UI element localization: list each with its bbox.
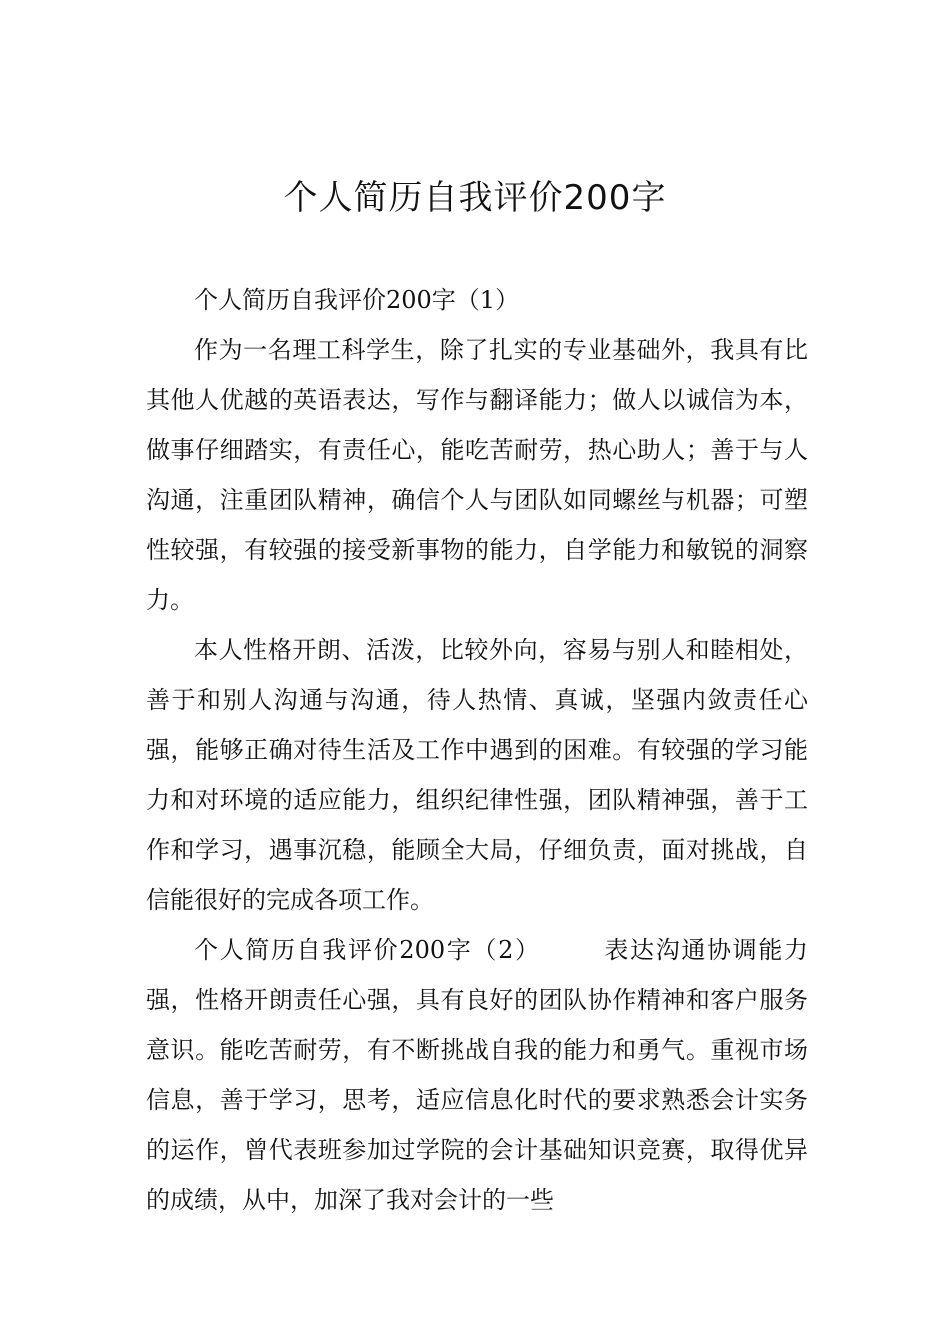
section-1-paragraph-2: 本人性格开朗、活泼，比较外向，容易与别人和睦相处，善于和别人沟通与沟通，待人热情、真诚，坚强内敛责任心强，能够正确对待生活及工作中遇到的困难。有较强的学习能力和对环境的适应能力，组织纪律性强，团队精神强，善于工作和学习，遇事沉稳，能顾全大局，仔细负责，面对挑战，自信能很好的完成各项工作。 <box>146 636 808 914</box>
section-2-paragraph-text: 表达沟通协调能力强，性格开朗责任心强，具有良好的团队协作精神和客户服务意识。能吃苦耐劳，有不断挑战自我的能力和勇气。重视市场信息，善于学习，思考，适应信息化时代的要求熟悉会计实务的运作，曾代表班参加过学院的会计基础知识竞赛，取得优异的成绩，从中，加深了我对会计的一些 <box>146 936 809 1214</box>
section-2-heading: 个人简历自我评价200字（2） <box>194 936 541 964</box>
section-2-paragraph-1 <box>146 925 808 1225</box>
document-title: 个人简历自我评价200字 <box>283 178 667 218</box>
section-1-paragraph-1: 作为一名理工科学生，除了扎实的专业基础外，我具有比其他人优越的英语表达，写作与翻译能力；做人以诚信为本，做事仔细踏实，有责任心，能吃苦耐劳，热心助人；善于与人沟通，注重团队精神，确信个人与团队如同螺丝与机器；可塑性较强，有较强的接受新事物的能力，自学能力和敏锐的洞察力。 <box>146 336 808 614</box>
section-1-heading: 个人简历自我评价200字（1） <box>194 286 520 314</box>
document-body <box>146 275 808 1225</box>
